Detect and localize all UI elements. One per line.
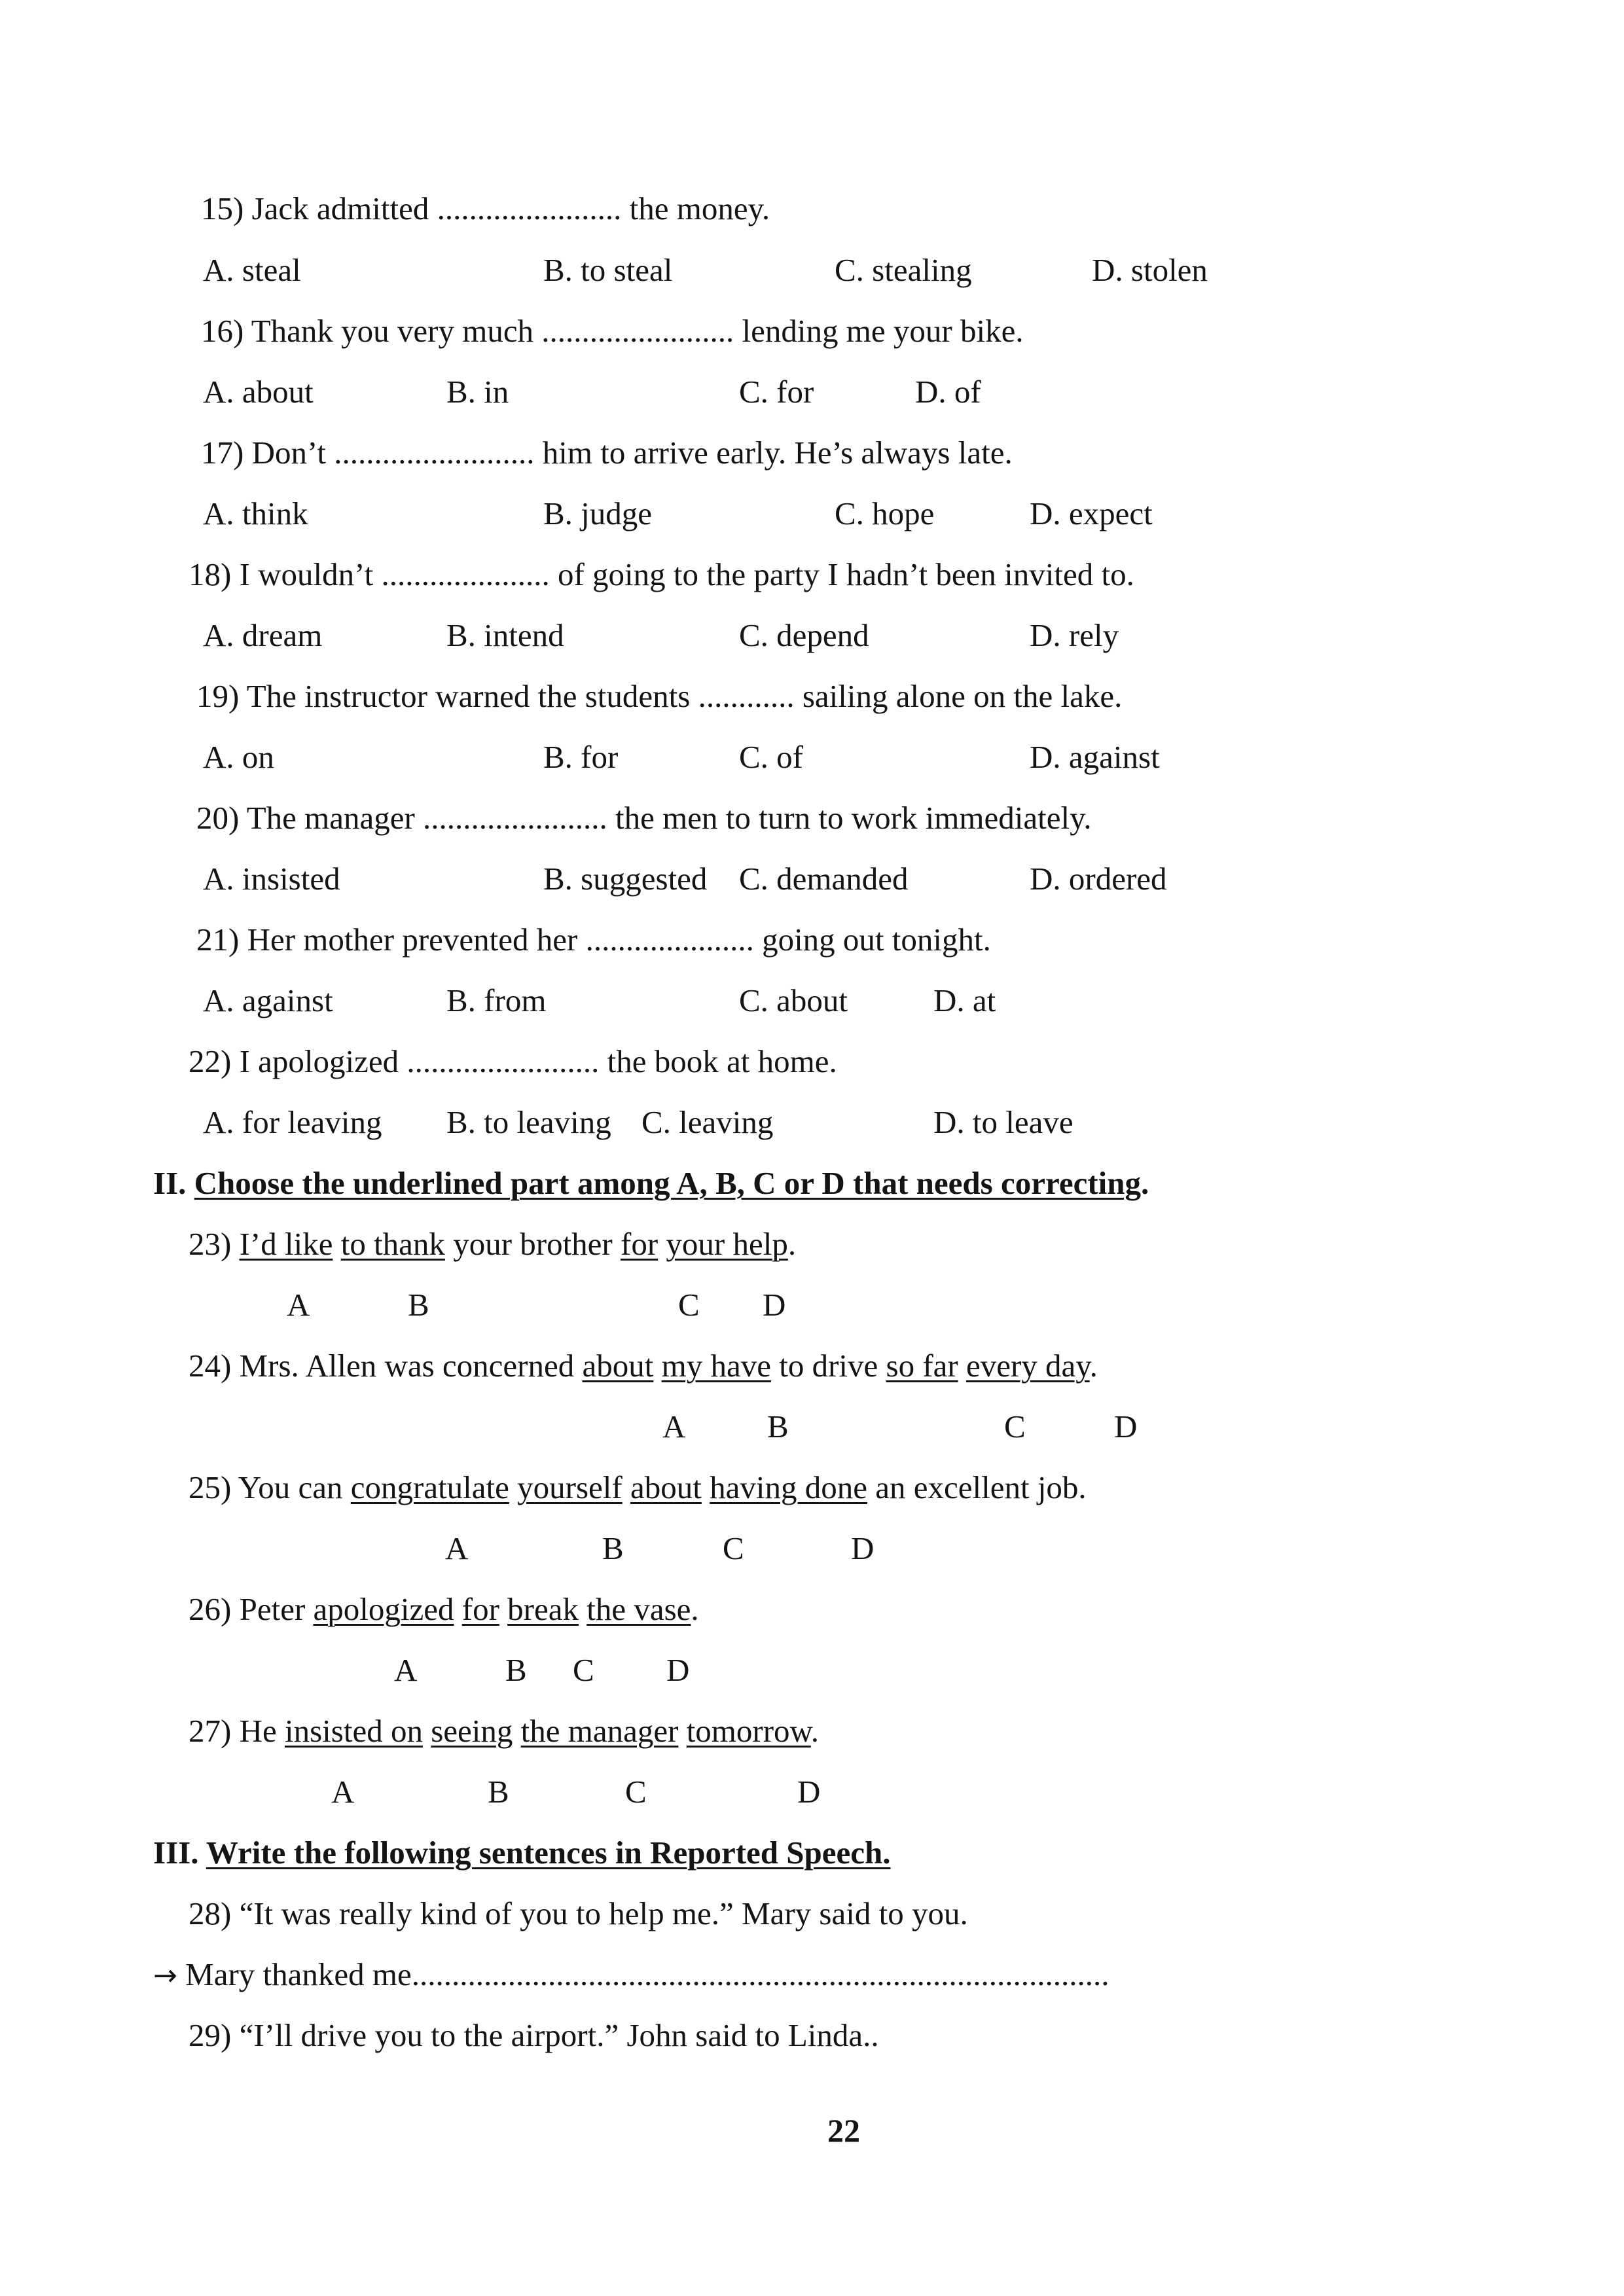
letter-27a: A bbox=[331, 1774, 355, 1810]
letter-23a: A bbox=[287, 1287, 310, 1323]
option-15d: D. stolen bbox=[1092, 252, 1208, 288]
letter-26a: A bbox=[394, 1652, 418, 1688]
letter-25b: B bbox=[602, 1530, 624, 1566]
underlined-part-d: having done bbox=[710, 1469, 867, 1505]
option-19c: C. of bbox=[739, 739, 803, 775]
underlined-part-b: seeing bbox=[431, 1713, 513, 1749]
option-22c: C. leaving bbox=[641, 1104, 774, 1140]
option-21a: A. against bbox=[203, 982, 333, 1018]
letter-23d: D bbox=[763, 1287, 786, 1323]
option-17c: C. hope bbox=[835, 495, 935, 531]
letter-27d: D bbox=[797, 1774, 821, 1810]
letter-25d: D bbox=[851, 1530, 875, 1566]
question-27: 27) He insisted on seeing the manager tomorrow. bbox=[189, 1713, 820, 1749]
letter-23b: B bbox=[408, 1287, 429, 1323]
letter-24a: A bbox=[662, 1408, 686, 1444]
underlined-part-c: for bbox=[621, 1226, 659, 1262]
question-24: 24) Mrs. Allen was concerned about my have to drive so far every day. bbox=[189, 1348, 1098, 1384]
option-20b: B. suggested bbox=[543, 861, 708, 897]
option-15b: B. to steal bbox=[543, 252, 673, 288]
underlined-part-b: for bbox=[461, 1591, 499, 1627]
underlined-part-d: tomorrow bbox=[686, 1713, 811, 1749]
underlined-part-d: every day bbox=[965, 1348, 1090, 1384]
option-19b: B. for bbox=[543, 739, 619, 775]
option-22b: B. to leaving bbox=[446, 1104, 611, 1140]
question-23: 23) I’d like to thank your brother for your help. bbox=[189, 1226, 797, 1262]
underlined-part-b: my have bbox=[661, 1348, 771, 1384]
underlined-part-a: I’d like bbox=[239, 1226, 333, 1262]
option-17b: B. judge bbox=[543, 495, 653, 531]
letter-24b: B bbox=[767, 1408, 789, 1444]
option-16b: B. in bbox=[446, 374, 509, 410]
underlined-part-a: about bbox=[582, 1348, 654, 1384]
page-number: 22 bbox=[827, 2112, 860, 2149]
underlined-part-b: to thank bbox=[340, 1226, 445, 1262]
letter-24c: C bbox=[1004, 1408, 1026, 1444]
question-20: 20) The manager ....................... the men to turn to work immediately. bbox=[196, 800, 1092, 836]
option-22d: D. to leave bbox=[933, 1104, 1074, 1140]
section-3-heading: III. Write the following sentences in Reported Speech. bbox=[153, 1835, 891, 1871]
option-18c: C. depend bbox=[739, 617, 869, 653]
letter-27b: B bbox=[488, 1774, 509, 1810]
underlined-part-c: so far bbox=[886, 1348, 958, 1384]
option-19d: D. against bbox=[1030, 739, 1160, 775]
letter-26d: D bbox=[666, 1652, 690, 1688]
option-18a: A. dream bbox=[203, 617, 323, 653]
question-28: 28) “It was really kind of you to help me.” Mary said to you. bbox=[189, 1895, 968, 1931]
option-21d: D. at bbox=[933, 982, 996, 1018]
letter-23c: C bbox=[678, 1287, 700, 1323]
underlined-part-a: apologized bbox=[313, 1591, 454, 1627]
option-21c: C. about bbox=[739, 982, 848, 1018]
underlined-part-c: about bbox=[630, 1469, 702, 1505]
letter-25a: A bbox=[445, 1530, 469, 1566]
letter-26b: B bbox=[505, 1652, 527, 1688]
underlined-part-d: your help bbox=[666, 1226, 788, 1262]
option-21b: B. from bbox=[446, 982, 547, 1018]
question-17: 17) Don’t ......................... him to arrive early. He’s always late. bbox=[201, 435, 1013, 471]
arrow-right-icon: → bbox=[153, 1959, 177, 1992]
letter-25c: C bbox=[723, 1530, 744, 1566]
underlined-part-a: insisted on bbox=[284, 1713, 423, 1749]
letter-24d: D bbox=[1114, 1408, 1138, 1444]
option-16a: A. about bbox=[203, 374, 314, 410]
letter-26c: C bbox=[573, 1652, 594, 1688]
question-19: 19) The instructor warned the students ............ sailing alone on the lake. bbox=[196, 678, 1123, 714]
option-18d: D. rely bbox=[1030, 617, 1119, 653]
option-15a: A. steal bbox=[203, 252, 301, 288]
answer-line-28: → Mary thanked me....................................................................................... bbox=[153, 1956, 1110, 1992]
question-21: 21) Her mother prevented her ..................... going out tonight. bbox=[196, 922, 991, 958]
option-17d: D. expect bbox=[1030, 495, 1153, 531]
question-26: 26) Peter apologized for break the vase. bbox=[189, 1591, 699, 1627]
option-20d: D. ordered bbox=[1030, 861, 1167, 897]
question-15: 15) Jack admitted ....................... the money. bbox=[201, 190, 770, 226]
question-22: 22) I apologized ........................ the book at home. bbox=[189, 1043, 837, 1079]
section-2-heading: II. Choose the underlined part among A, B, C or D that needs correcting. bbox=[153, 1165, 1149, 1201]
option-15c: C. stealing bbox=[835, 252, 972, 288]
question-29: 29) “I’ll drive you to the airport.” John said to Linda.. bbox=[189, 2017, 879, 2053]
option-20a: A. insisted bbox=[203, 861, 340, 897]
underlined-part-c: the manager bbox=[520, 1713, 679, 1749]
underlined-part-d: the vase bbox=[586, 1591, 691, 1627]
question-18: 18) I wouldn’t ..................... of going to the party I hadn’t been invited to. bbox=[189, 556, 1134, 592]
option-19a: A. on bbox=[203, 739, 274, 775]
underlined-part-b: yourself bbox=[517, 1469, 623, 1505]
option-16c: C. for bbox=[739, 374, 814, 410]
option-20c: C. demanded bbox=[739, 861, 909, 897]
letter-27c: C bbox=[625, 1774, 647, 1810]
option-22a: A. for leaving bbox=[203, 1104, 382, 1140]
question-25: 25) You can congratulate yourself about having done an excellent job. bbox=[189, 1469, 1087, 1505]
option-16d: D. of bbox=[915, 374, 981, 410]
underlined-part-a: congratulate bbox=[350, 1469, 509, 1505]
underlined-part-c: break bbox=[507, 1591, 579, 1627]
option-17a: A. think bbox=[203, 495, 308, 531]
question-16: 16) Thank you very much ........................ lending me your bike. bbox=[201, 313, 1024, 349]
option-18b: B. intend bbox=[446, 617, 564, 653]
